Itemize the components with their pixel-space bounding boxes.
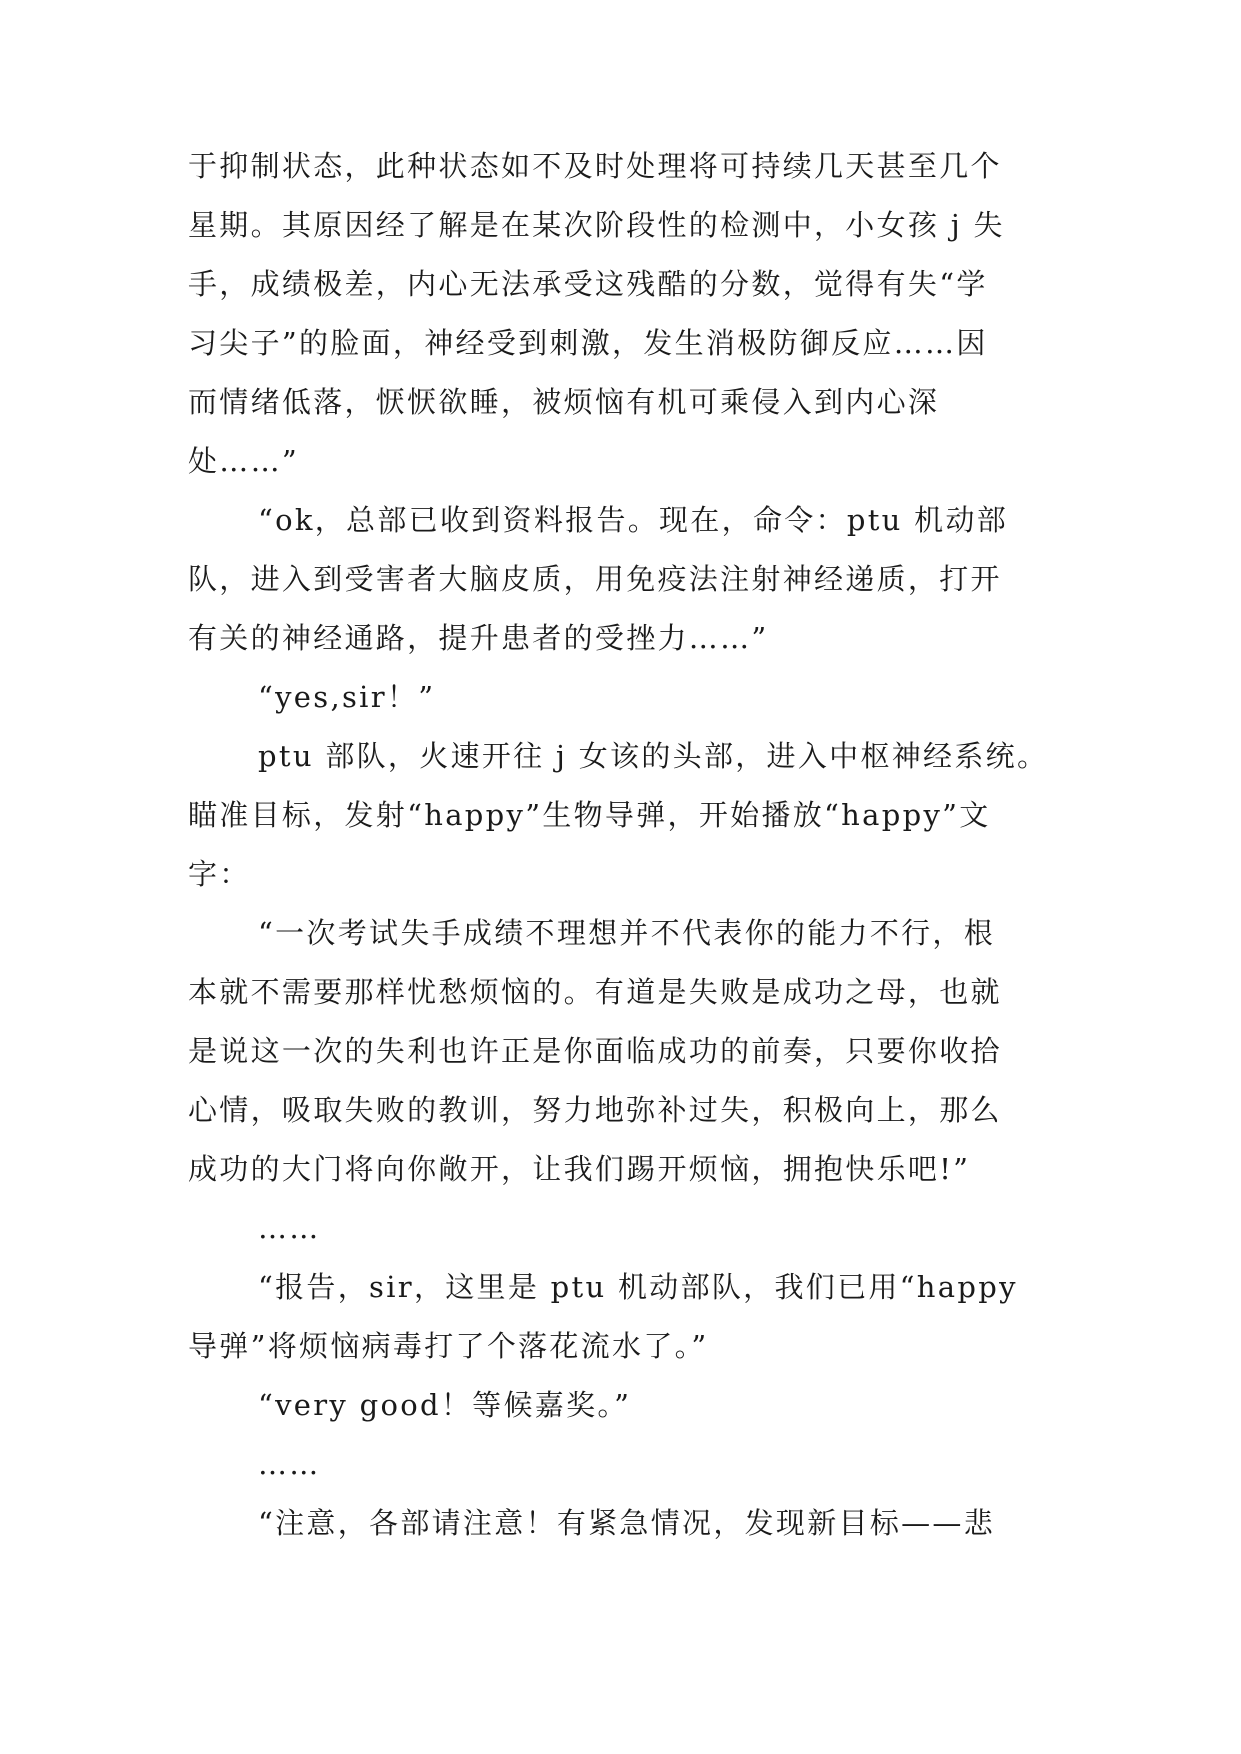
text-line: ……: [258, 1211, 321, 1245]
text-line: “一次考试失手成绩不理想并不代表你的能力不行，根: [258, 916, 996, 950]
text-line: 习尖子”的脸面，神经受到刺激，发生消极防御反应……因: [188, 326, 988, 360]
text-line: 心情，吸取失败的教训，努力地弥补过失，积极向上，那么: [188, 1093, 1002, 1127]
text-line: 是说这一次的失利也许正是你面临成功的前奏，只要你收拾: [188, 1034, 1002, 1068]
text-line: “ok，总部已收到资料报告。现在，命令：ptu 机动部: [258, 503, 1009, 537]
text-line: 有关的神经通路，提升患者的受挫力……”: [188, 621, 769, 655]
text-line: 导弹”将烦恼病毒打了个落花流水了。”: [188, 1329, 709, 1363]
text-line: ptu 部队，火速开往 j 女该的头部，进入中枢神经系统。: [258, 739, 1049, 773]
text-line: “报告，sir，这里是 ptu 机动部队，我们已用“happy: [258, 1270, 1018, 1304]
text-line: “注意，各部请注意！有紧急情况，发现新目标——悲: [258, 1506, 996, 1540]
text-line: 于抑制状态，此种状态如不及时处理将可持续几天甚至几个: [188, 149, 1002, 183]
text-line: 处……”: [188, 444, 300, 478]
text-line: 而情绪低落，恹恹欲睡，被烦恼有机可乘侵入到内心深: [188, 385, 940, 419]
text-line: 本就不需要那样忧愁烦恼的。有道是失败是成功之母，也就: [188, 975, 1002, 1009]
text-line: ……: [258, 1447, 321, 1481]
text-line: 瞄准目标，发射“happy”生物导弹，开始播放“happy”文: [188, 798, 991, 832]
text-line: 字：: [188, 857, 251, 891]
text-line: 手，成绩极差，内心无法承受这残酷的分数，觉得有失“学: [188, 267, 988, 301]
text-line: 星期。其原因经了解是在某次阶段性的检测中，小女孩 j 失: [188, 208, 1005, 242]
text-line: 队，进入到受害者大脑皮质，用免疫法注射神经递质，打开: [188, 562, 1002, 596]
text-line: “very good！等候嘉奖。”: [258, 1388, 632, 1422]
text-line: “yes,sir！”: [258, 680, 436, 714]
text-line: 成功的大门将向你敞开，让我们踢开烦恼，拥抱快乐吧!”: [188, 1152, 971, 1186]
